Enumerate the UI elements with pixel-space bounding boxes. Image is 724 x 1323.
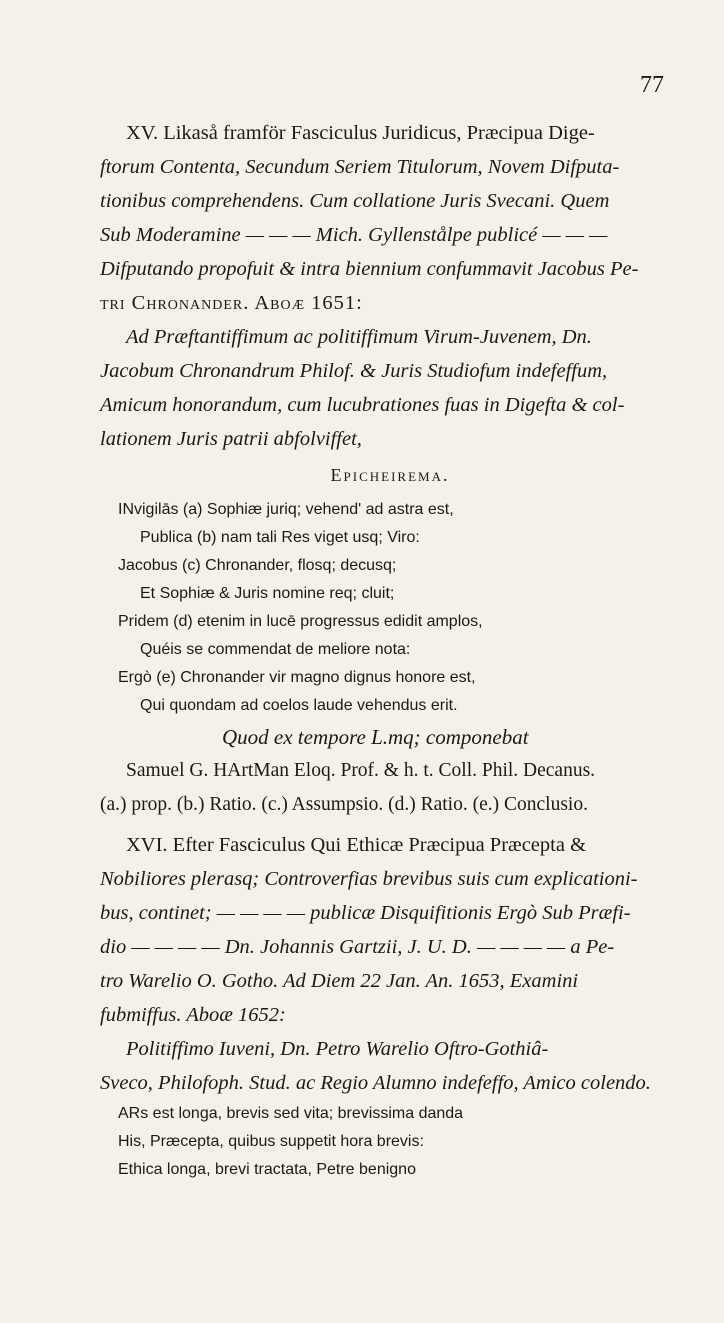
poem-line: INvigilās (a) Sophiæ juriq; vehend' ad astra est, — [118, 501, 454, 518]
poem-line: Qui quondam ad coelos laude vehendus erit. — [140, 697, 458, 714]
poem-epicheirema — [100, 496, 680, 720]
poem-line: Jacobus (c) Chronander, flosq; decusq; — [118, 557, 397, 574]
poem-section-xvi — [100, 1100, 680, 1184]
poem-line: Et Sophiæ & Juris nomine req; cluit; — [140, 585, 395, 602]
signature: Samuel G. HArtMan Eloq. Prof. & h. t. Coll. Phil. Decanus. — [126, 760, 596, 781]
page-text — [100, 116, 680, 1184]
text-line: dio — — — — Dn. Johannis Gartzii, J. U. D. — — — — a Pe- — [100, 936, 615, 958]
text-line: tri Chronander. Aboæ 1651: — [100, 292, 363, 314]
poem-line: Quéis se commendat de meliore nota: — [140, 641, 411, 658]
footnotes: (a.) prop. (b.) Ratio. (c.) Assumpsio. (d.) Ratio. (e.) Conclusio. — [100, 794, 588, 815]
section-xv-heading: XV. Likaså framför Fasciculus Juridicus, Præcipua Dige- — [126, 122, 595, 144]
text-line: bus, continet; — — — — publicæ Disquifitionis Ergò Sub Præfi- — [100, 902, 631, 924]
poem-attribution: Quod ex tempore L.mq; componebat — [222, 725, 529, 749]
poem-line: Ergò (e) Chronander vir magno dignus honore est, — [118, 669, 476, 686]
text-line: Nobiliores plerasq; Controverfias brevibus suis cum explicationi- — [100, 868, 638, 890]
text-line: tro Warelio O. Gotho. Ad Diem 22 Jan. An. 1653, Examini — [100, 970, 579, 992]
dedication-line: Sveco, Philofoph. Stud. ac Regio Alumno indefeffo, Amico colendo. — [100, 1072, 651, 1094]
dedication-line: Ad Præftantiffimum ac politiffimum Virum-Juvenem, Dn. — [126, 326, 592, 348]
poem-line: Ethica longa, brevi tractata, Petre benigno — [118, 1161, 416, 1178]
text-line: Difputando propofuit & intra biennium confummavit Jacobus Pe- — [100, 258, 639, 280]
poem-line: ARs est longa, brevis sed vita; brevissima danda — [118, 1105, 464, 1122]
dedication-line: lationem Juris patrii abfolviffet, — [100, 428, 362, 450]
text-line: ftorum Contenta, Secundum Seriem Titulorum, Novem Difputa- — [100, 156, 620, 178]
dedication-line: Amicum honorandum, cum lucubrationes fuas in Digefta & col- — [100, 394, 625, 416]
poem-line: His, Præcepta, quibus suppetit hora brevis: — [118, 1133, 424, 1150]
page-number: 77 — [640, 72, 664, 98]
text-line: fubmiffus. Aboæ 1652: — [100, 1004, 286, 1026]
poem-title: Epicheirema. — [330, 465, 450, 485]
dedication-line: Politiffimo Iuveni, Dn. Petro Warelio Oftro-Gothiâ- — [126, 1038, 549, 1060]
section-xvi-heading: XVI. Efter Fasciculus Qui Ethicæ Præcipua Præcepta & — [126, 834, 587, 856]
text-line: Sub Moderamine — — — Mich. Gyllenstålpe publicé — — — — [100, 224, 608, 246]
poem-line: Publica (b) nam tali Res viget usq; Viro: — [140, 529, 420, 546]
text-line: tionibus comprehendens. Cum collatione Juris Svecani. Quem — [100, 190, 610, 212]
poem-line: Pridem (d) etenim in lucē progressus edidit amplos, — [118, 613, 483, 630]
dedication-line: Jacobum Chronandrum Philof. & Juris Studiofum indefeffum, — [100, 360, 608, 382]
